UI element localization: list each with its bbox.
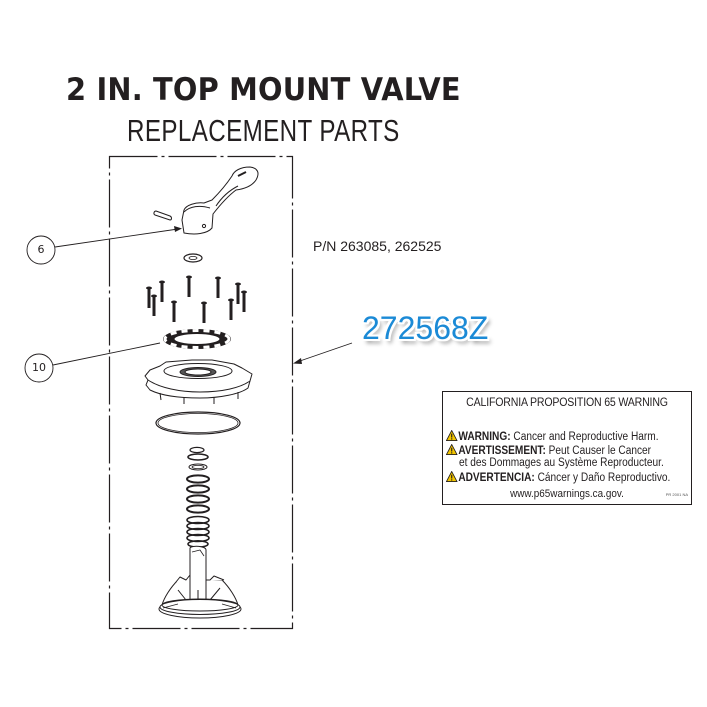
diverter-base-part	[159, 546, 241, 618]
warning-line-fr: AVERTISSEMENT: Peut Causer le Cancer	[446, 444, 651, 457]
roll-pin-part	[154, 211, 172, 220]
prop65-warning-box	[442, 391, 692, 505]
warning-line-es: ADVERTENCIA: Cáncer y Daño Reproductivo.	[446, 471, 670, 484]
kit-arrow-icon	[293, 358, 302, 364]
warning-title: CALIFORNIA PROPOSITION 65 WARNING	[466, 397, 668, 409]
handle-part	[182, 167, 258, 234]
page-subtitle: REPLACEMENT PARTS	[127, 113, 400, 148]
part-number-label: P/N 263085, 262525	[313, 238, 442, 254]
page-title: 2 IN. TOP MOUNT VALVE	[66, 72, 461, 108]
warning-triangle-icon	[446, 471, 457, 482]
warning-url: www.p65warnings.ca.gov.	[510, 488, 624, 500]
kit-number-label: 272568Z	[362, 310, 489, 346]
warning-code: PR 2001 NA	[665, 492, 688, 497]
large-o-ring-part	[156, 412, 240, 434]
callout-6-arrow-icon	[174, 226, 182, 232]
kit-leader	[297, 343, 352, 362]
warning-line-en: WARNING: Cancer and Reproductive Harm.	[446, 430, 659, 443]
warning-line-fr-cont: et des Dommages au Système Reproducteur.	[459, 457, 664, 469]
callout-6-label: 6	[37, 243, 45, 256]
valve-cover-part	[145, 360, 252, 404]
spring-part	[187, 517, 209, 548]
small-o-rings-part	[187, 447, 209, 512]
callout-10-label: 10	[32, 361, 46, 374]
warning-triangle-icon	[446, 444, 457, 455]
warning-triangle-icon	[446, 430, 457, 441]
screws-part	[146, 276, 247, 324]
gasket-part	[163, 329, 231, 349]
